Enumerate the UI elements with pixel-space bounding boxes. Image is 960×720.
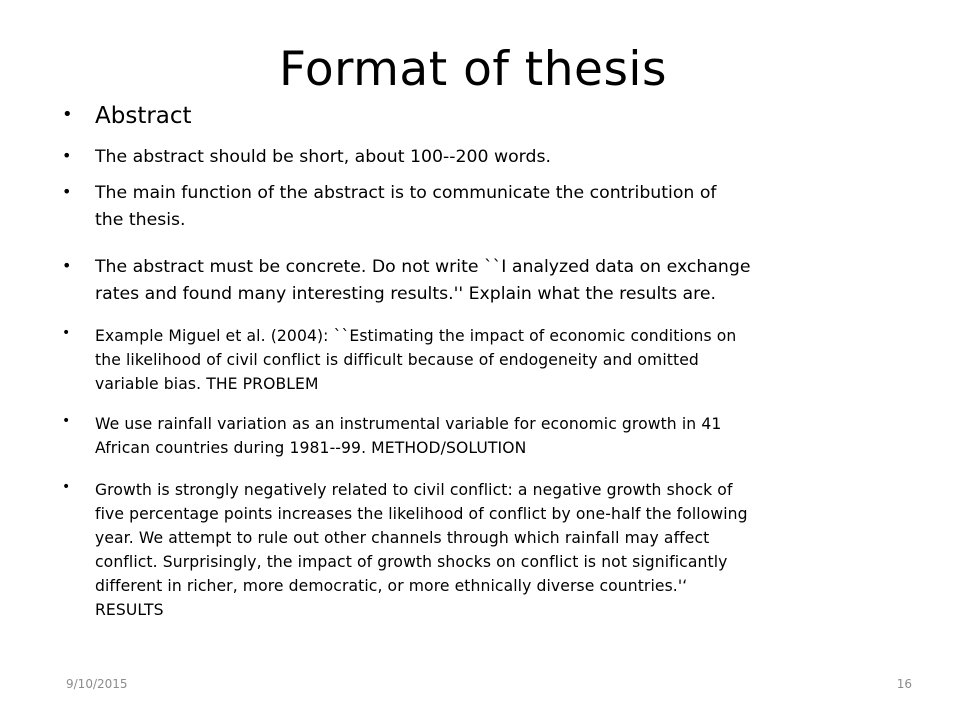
bullet-icon: •: [62, 413, 71, 429]
bullet-icon: •: [62, 256, 72, 275]
bullet-icon: •: [62, 182, 72, 201]
bullet-icon: •: [62, 146, 72, 165]
bullet-text: Example Miguel et al. (2004): ``Estimating the impact of economic conditions on the likelihood of civil conflict is difficult because of endogeneity and omitted variable bias. THE PROBLEM: [95, 327, 737, 393]
page-number: 16: [896, 677, 912, 691]
bullet-text: Growth is strongly negatively related to civil conflict: a negative growth shock of five percentage points increases the likelihood of conflict by one-half the following year. We attempt to rule out other channels through which rainfall may affect conflict. Surprisingly, the impact of growth shocks on conflict is not significantly different in richer, more democratic, or more ethnically diverse countries.'‘ RESULTS: [95, 481, 748, 619]
bullet-icon: •: [62, 325, 71, 341]
bullet-icon: •: [62, 104, 73, 125]
bullet-text: The abstract should be short, about 100--200 words.: [95, 147, 551, 167]
bullet-text: Abstract: [95, 103, 192, 129]
bullet-text: We use rainfall variation as an instrumental variable for economic growth in 41 African countries during 1981--99. METHOD/SOLUTION: [95, 415, 722, 457]
bullet-icon: •: [62, 479, 71, 495]
slide-title: Format of thesis: [279, 42, 667, 97]
bullet-text: The main function of the abstract is to communicate the contribution of the thesis.: [95, 183, 717, 230]
bullet-text: The abstract must be concrete. Do not write ``I analyzed data on exchange rates and found many interesting results.'' Explain what the results are.: [95, 257, 751, 304]
footer-date: 9/10/2015: [66, 677, 128, 691]
